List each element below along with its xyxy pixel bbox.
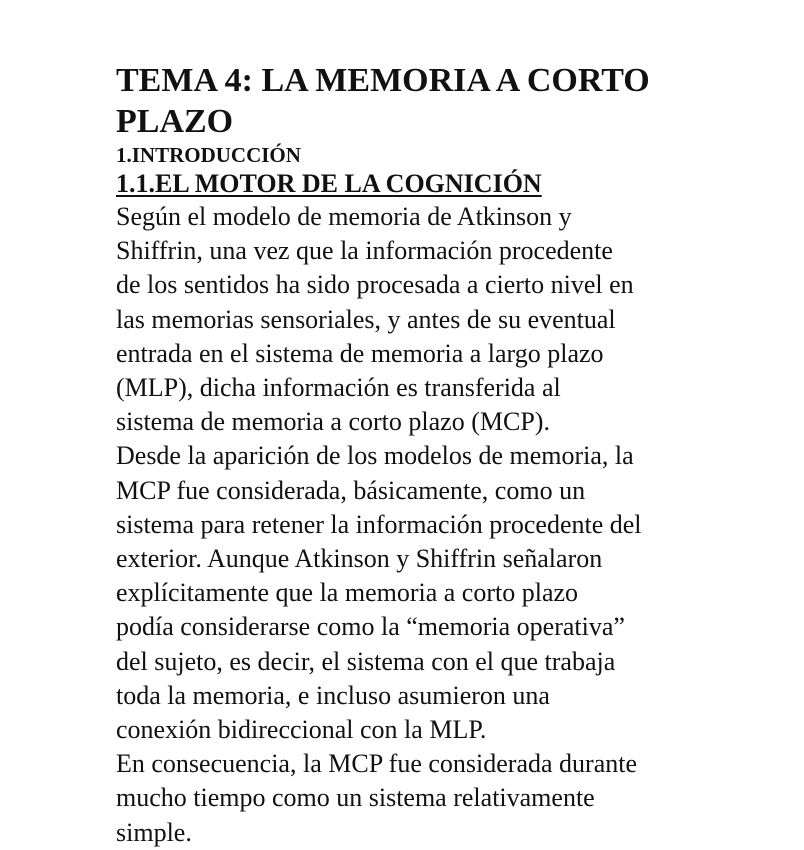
title-line: PLAZO: [116, 103, 234, 140]
subsection-heading: 1.1.EL MOTOR DE LA COGNICIÓN: [116, 169, 542, 198]
text-line: conexión bidireccional con la MLP.: [116, 715, 487, 745]
text-line: las memorias sensoriales, y antes de su eventual: [116, 304, 616, 334]
paragraph-3: [116, 747, 776, 850]
text-line: podía considerarse como la “memoria operativa”: [116, 612, 625, 642]
text-line: toda la memoria, e incluso asumieron una: [116, 680, 550, 710]
document-page: [116, 60, 776, 850]
page-title: [116, 60, 776, 142]
text-line: de los sentidos ha sido procesada a cierto nivel en: [116, 270, 634, 300]
text-line: entrada en el sistema de memoria a largo plazo: [116, 338, 604, 368]
text-line: explícitamente que la memoria a corto plazo: [116, 578, 579, 608]
title-line: TEMA 4: LA MEMORIA A CORTO: [116, 62, 650, 99]
text-line: sistema de memoria a corto plazo (MCP).: [116, 407, 550, 437]
text-line: En consecuencia, la MCP fue considerada durante: [116, 749, 638, 779]
text-line: sistema para retener la información procedente del: [116, 509, 642, 539]
text-line: Desde la aparición de los modelos de memoria, la: [116, 441, 634, 471]
text-line: Según el modelo de memoria de Atkinson y: [116, 202, 572, 231]
paragraph-1: [116, 200, 776, 439]
section-heading: 1.INTRODUCCIÓN: [116, 143, 301, 167]
text-line: Shiffrin, una vez que la información procedente: [116, 236, 613, 266]
text-line: simple.: [116, 817, 192, 847]
text-line: exterior. Aunque Atkinson y Shiffrin señalaron: [116, 544, 603, 574]
text-line: MCP fue considerada, básicamente, como un: [116, 475, 586, 505]
text-line: mucho tiempo como un sistema relativamente: [116, 783, 595, 813]
text-line: (MLP), dicha información es transferida al: [116, 373, 561, 403]
text-line: del sujeto, es decir, el sistema con el que trabaja: [116, 646, 616, 676]
paragraph-2: [116, 439, 776, 747]
